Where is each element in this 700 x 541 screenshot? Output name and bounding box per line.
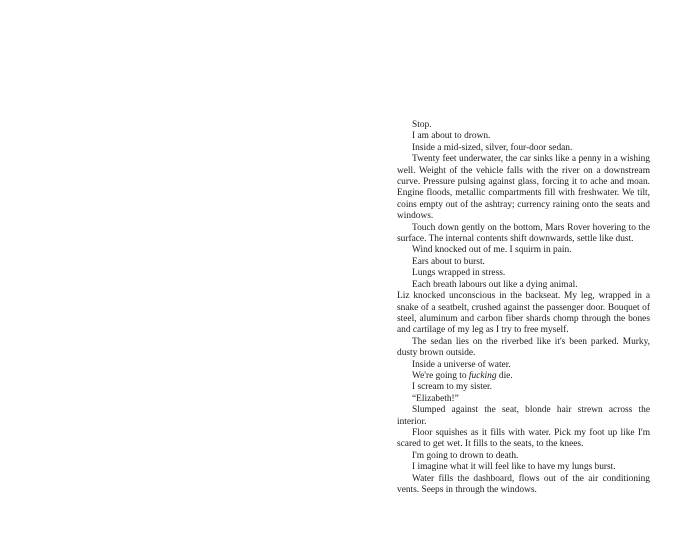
paragraph-2: I am about to drown.: [412, 131, 491, 142]
paragraph-13-italic: fucking: [468, 370, 497, 381]
paragraph-19: I imagine what it will feel like to have my lungs burst.: [412, 462, 616, 473]
paragraph-11: The sedan lies on the riverbed like it's been parked. Murky, dusty brown outside.: [397, 336, 650, 359]
paragraph-1: Stop.: [412, 120, 432, 130]
body-text: [397, 120, 650, 496]
paragraph-10: Liz knocked unconscious in the backseat. My leg, wrapped in a snake of a seatbelt, crushed against the passenger door. Bouquet of steel, aluminum and carbon fiber shards chomp through the bones and cartilage of my leg as I try to free myself.: [397, 291, 650, 336]
paragraph-13: [397, 371, 650, 382]
paragraph-14: I scream to my sister.: [412, 382, 492, 393]
paragraph-4: Twenty feet underwater, the car sinks like a penny in a wishing well. Weight of the vehicle falls with the river on a downstream curve. Pressure pulsing against glass, forcing it to ache and moan. Engine floods, metallic compartments fill with freshwater. We tilt, coins empty out of the ashtray; currency raining onto the seats and windows.: [397, 154, 650, 222]
paragraph-17: Floor squishes as it fills with water. Pick my foot up like I'm scared to get wet. It fills to the seats, to the knees.: [397, 427, 650, 450]
paragraph-3: Inside a mid-sized, silver, four-door sedan.: [412, 142, 573, 153]
paragraph-16: Slumped against the seat, blonde hair strewn across the interior.: [397, 405, 650, 427]
paragraph-15: “Elizabeth!”: [412, 393, 459, 404]
paragraph-12: Inside a universe of water.: [412, 359, 511, 370]
paragraph-9: Each breath labours out like a dying animal.: [412, 279, 578, 290]
paragraph-13-start: We're going to: [412, 370, 469, 381]
paragraph-13-end: die.: [496, 370, 513, 381]
right-page: [350, 0, 700, 541]
paragraph-5: Touch down gently on the bottom, Mars Rover hovering to the surface. The internal contents shift downwards, settle like dust.: [397, 222, 650, 245]
paragraph-7: Ears about to burst.: [412, 256, 485, 267]
paragraph-6: Wind knocked out of me. I squirm in pain.: [412, 245, 572, 256]
paragraph-8: Lungs wrapped in stress.: [412, 268, 506, 279]
paragraph-18: I'm going to drown to death.: [412, 450, 519, 461]
paragraph-20: Water fills the dashboard, flows out of the air conditioning vents. Seeps in through the windows.: [397, 473, 650, 495]
